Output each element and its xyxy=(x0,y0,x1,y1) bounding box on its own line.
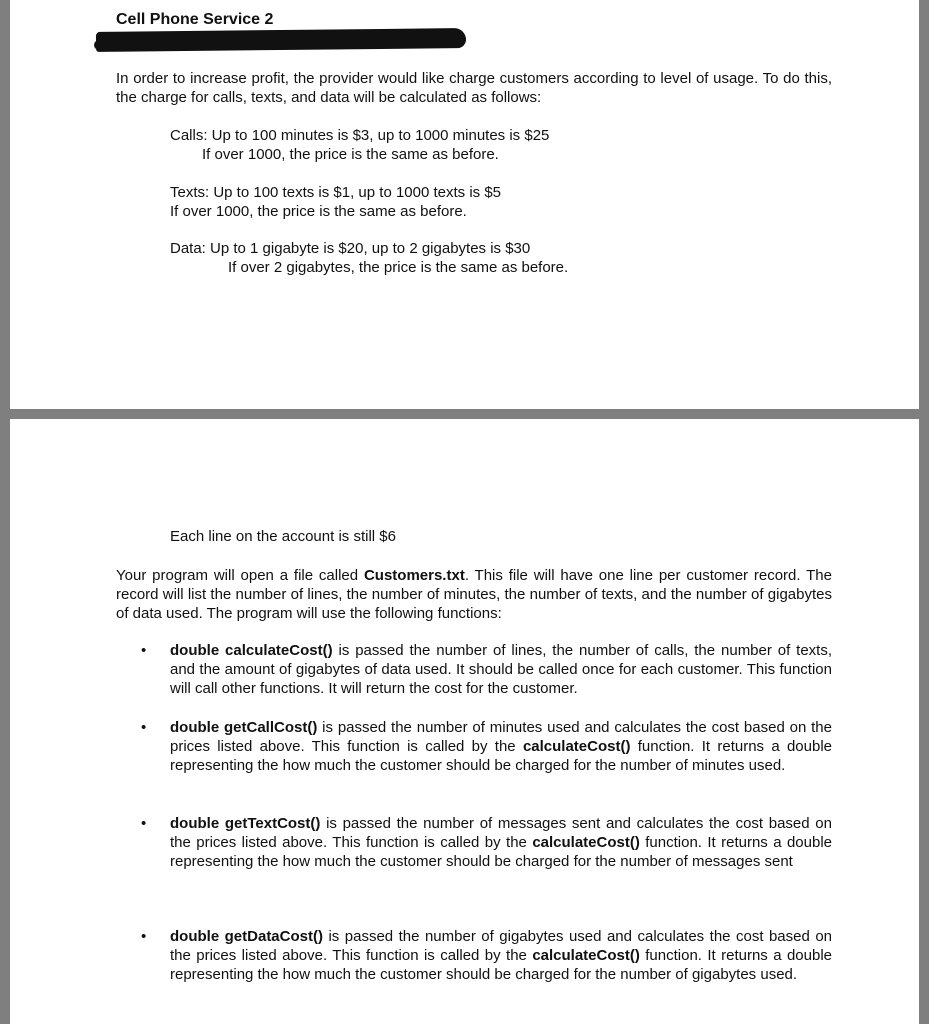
bullet-glyph: • xyxy=(141,719,147,736)
program-paragraph xyxy=(116,566,832,623)
function-item-get-text-cost xyxy=(170,814,832,871)
function-signature: double getDataCost() xyxy=(170,928,323,945)
function-signature: double getCallCost() xyxy=(170,719,318,736)
function-caller: calculateCost() xyxy=(532,834,640,851)
function-signature: double getTextCost() xyxy=(170,815,321,832)
program-lead: Your program will open a file called xyxy=(116,567,364,584)
program-rest: . This file will have one line per customer record. The record will list the number of lines, the number of minutes, the number of texts, and the number of gigabytes of data used. The program will use the following functions: xyxy=(116,567,832,622)
function-signature: double calculateCost() xyxy=(170,642,333,659)
document-title: Cell Phone Service 2 xyxy=(116,11,274,28)
document-page-1 xyxy=(10,0,919,409)
texts-overage-line: If over 1000, the price is the same as before. xyxy=(170,203,467,220)
function-item-calculate-cost xyxy=(170,641,832,698)
filename: Customers.txt xyxy=(363,567,465,584)
function-description-tail: function. It returns a double representing the how much the customer should be charged for the number of gigabytes used. xyxy=(170,947,832,983)
bullet-glyph: • xyxy=(141,815,147,832)
function-item-get-data-cost xyxy=(170,927,832,984)
bullet-glyph: • xyxy=(141,928,147,945)
data-pricing-line: Data: Up to 1 gigabyte is $20, up to 2 gigabytes is $30 xyxy=(170,240,531,257)
function-description: is passed the number of gigabytes used and calculates the cost based on the prices listed above. This function is called by the xyxy=(170,928,833,964)
function-caller: calculateCost() xyxy=(532,947,640,964)
bullet-glyph: • xyxy=(141,642,147,659)
line-cost-text: Each line on the account is still $6 xyxy=(170,528,396,545)
function-description-tail: function. It returns a double representing the how much the customer should be charged for the number of messages sent xyxy=(170,834,832,870)
intro-paragraph: In order to increase profit, the provider would like charge customers according to level of usage. To do this, the charge for calls, texts, and data will be calculated as follows: xyxy=(116,70,832,106)
function-item-get-call-cost xyxy=(170,718,832,775)
redaction-mark-tail xyxy=(94,40,154,50)
function-description: is passed the number of messages sent and calculates the cost based on the prices listed above. This function is called by the xyxy=(170,815,832,851)
document-page-2 xyxy=(10,419,919,1024)
calls-pricing-line: Calls: Up to 100 minutes is $3, up to 1000 minutes is $25 xyxy=(170,127,550,144)
texts-pricing-line: Texts: Up to 100 texts is $1, up to 1000 texts is $5 xyxy=(170,184,502,201)
function-description-tail: function. It returns a double representing the how much the customer should be charged for the number of minutes used. xyxy=(170,738,832,774)
function-description: is passed the number of lines, the number of calls, the number of texts, and the amount of gigabytes of data used. It should be called once for each customer. This function will call other functions. It will return the cost for the customer. xyxy=(170,642,833,697)
function-caller: calculateCost() xyxy=(522,738,631,755)
function-description: is passed the number of minutes used and calculates the cost based on the prices listed above. This function is called by the xyxy=(170,719,832,755)
data-overage-line: If over 2 gigabytes, the price is the same as before. xyxy=(228,259,569,276)
calls-overage-line: If over 1000, the price is the same as before. xyxy=(202,146,499,163)
